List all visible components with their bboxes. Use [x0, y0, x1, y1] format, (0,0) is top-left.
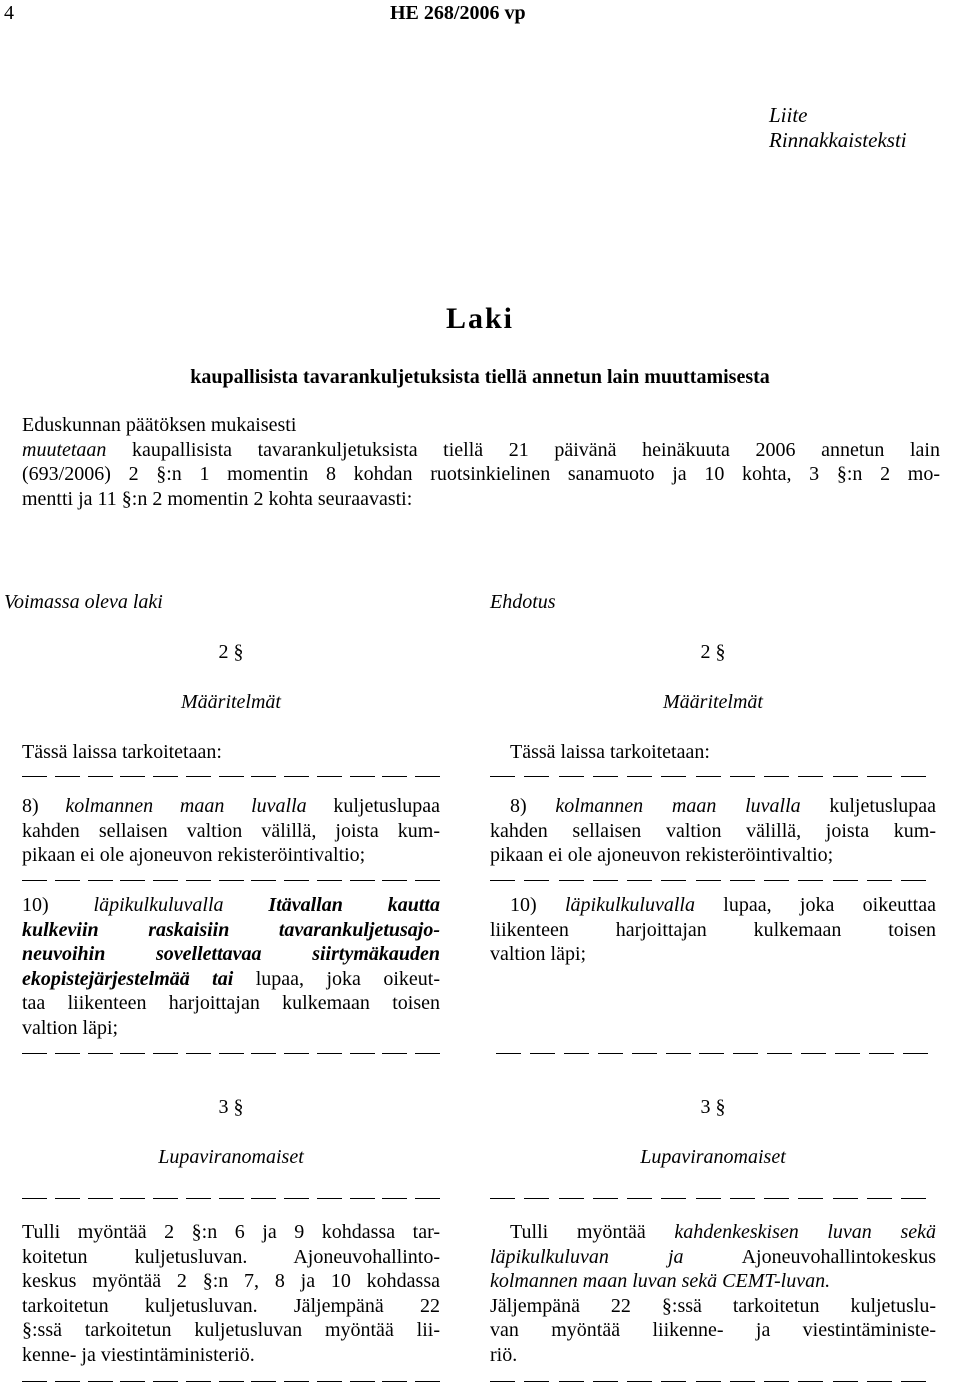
- left-item-10-line-4-bold: ekopistejärjestelmää tai: [22, 967, 234, 990]
- left-item-8-line-2: kahden sellaisen valtion välillä, joista kum-: [22, 819, 440, 842]
- right-section-3-line-1-plain: Tulli myöntää: [510, 1221, 675, 1243]
- right-omission-dashes-3: [496, 1053, 928, 1055]
- left-omission-dashes-3: [22, 1053, 440, 1055]
- attachment-line-2: Rinnakkaisteksti: [769, 128, 907, 152]
- right-section-2-lead: Tässä laissa tarkoitetaan:: [510, 741, 710, 763]
- right-section-3-line-1-italic: kahdenkeskisen luvan sekä: [674, 1221, 936, 1243]
- intro-italic-word: muutetaan: [22, 438, 107, 461]
- right-omission-dashes-4: [490, 1198, 926, 1200]
- left-item-10-line-1-added: Itävallan kautta: [223, 894, 440, 916]
- right-section-3-text: [490, 1220, 936, 1367]
- left-item-8: [22, 794, 440, 868]
- left-item-10-line-1: [22, 893, 440, 918]
- left-section-3-line-5: §:ssä tarkoitetun kuljetusluvan myöntää lii-: [22, 1319, 440, 1341]
- left-section-2-number: 2 §: [218, 641, 244, 663]
- right-section-3-line-6: riö.: [490, 1343, 518, 1366]
- left-column-heading: Voimassa oleva laki: [4, 591, 163, 613]
- attachment-label: [769, 103, 907, 153]
- right-section-3-line-5: van myöntää liikenne- ja viestintäministe-: [490, 1319, 936, 1341]
- law-subtitle: kaupallisista tavarankuljetuksista tiellä annetun lain muuttamisesta: [190, 366, 770, 388]
- left-section-3-line-6: kenne- ja viestintäministeriö.: [22, 1343, 255, 1366]
- right-section-3-line-2: [490, 1245, 936, 1270]
- left-section-3-line-2: koitetun kuljetusluvan. Ajoneuvohallinto-: [22, 1245, 440, 1268]
- right-item-10-term: läpikulkuluvalla: [564, 894, 695, 916]
- left-item-10-line-2: kulkeviin raskaisiin tavarankuljetusajo-: [22, 918, 440, 941]
- right-section-3-number: 3 §: [700, 1096, 726, 1118]
- right-section-3-line-3: kolmannen maan luvan sekä CEMT-luvan.: [490, 1270, 831, 1292]
- document-reference: HE 268/2006 vp: [390, 2, 526, 24]
- left-item-10-line-4-rest: lupaa, joka oikeut-: [233, 967, 440, 990]
- left-item-8-line-3: pikaan ei ole ajoneuvon rekisteröintivaltio;: [22, 844, 366, 866]
- right-column-heading: Ehdotus: [490, 591, 556, 613]
- left-item-10-line-5: taa liikenteen harjoittajan kulkemaan toisen: [22, 992, 440, 1014]
- right-item-8-line-3: pikaan ei ole ajoneuvon rekisteröintivaltio;: [490, 844, 834, 866]
- right-section-3-title: Lupaviranomaiset: [640, 1146, 786, 1168]
- left-section-3-number: 3 §: [218, 1096, 244, 1118]
- right-item-8-line-1: [490, 794, 936, 819]
- left-item-10: [22, 893, 440, 1040]
- right-item-8-line-2: kahden sellaisen valtion välillä, joista kum-: [490, 819, 936, 842]
- left-section-3-title: Lupaviranomaiset: [158, 1146, 304, 1168]
- left-item-10-line-6: valtion läpi;: [22, 1016, 119, 1039]
- right-item-10-line-3: valtion läpi;: [490, 943, 587, 965]
- right-item-8-num: 8): [510, 795, 556, 817]
- intro-line-4: mentti ja 11 §:n 2 momentin 2 kohta seuraavasti:: [22, 487, 413, 510]
- left-item-10-num: 10): [22, 894, 94, 916]
- left-section-3-line-1: Tulli myöntää 2 §:n 6 ja 9 kohdassa tar-: [22, 1221, 440, 1243]
- right-omission-dashes-1: [490, 776, 926, 778]
- intro-line-2-rest: kaupallisista tavarankuljetuksista tiellä 21 päivänä heinäkuuta 2006 annetun lain: [106, 438, 940, 461]
- law-title: Laki: [445, 302, 515, 335]
- right-section-3-line-4: Jäljempänä 22 §:ssä tarkoitetun kuljetuslu-: [490, 1294, 936, 1317]
- left-omission-dashes-2: [22, 880, 440, 882]
- left-section-2-title: Määritelmät: [181, 691, 281, 713]
- right-item-8-term: kolmannen maan luvalla: [555, 795, 801, 817]
- right-item-10-line-1: [490, 893, 936, 918]
- right-section-2-title: Määritelmät: [663, 691, 763, 713]
- left-section-2-lead: Tässä laissa tarkoitetaan:: [22, 741, 222, 763]
- right-item-8-line-1-rest: kuljetuslupaa: [800, 795, 936, 817]
- left-section-3-line-4: tarkoitetun kuljetusluvan. Jäljempänä 22: [22, 1294, 440, 1317]
- intro-line-2: [22, 438, 940, 463]
- right-item-10: [490, 893, 936, 967]
- right-section-3-line-2-rest: Ajoneuvohallintokeskus: [683, 1245, 936, 1268]
- left-item-8-num: 8): [22, 795, 66, 817]
- left-item-8-line-1-rest: kuljetuslupaa: [306, 795, 440, 817]
- right-section-2-number: 2 §: [700, 641, 726, 663]
- left-omission-dashes-5: [22, 1381, 440, 1383]
- right-item-10-num: 10): [510, 894, 565, 916]
- left-item-10-term: läpikulkuluvalla: [93, 894, 224, 916]
- intro-line-1: Eduskunnan päätöksen mukaisesti: [22, 414, 297, 436]
- left-section-3-line-3: keskus myöntää 2 §:n 7, 8 ja 10 kohdassa: [22, 1270, 440, 1292]
- law-intro: [22, 413, 940, 511]
- left-item-8-line-1: [22, 794, 440, 819]
- attachment-line-1: Liite: [769, 103, 808, 127]
- left-item-10-line-3: neuvoihin sovellettavaa siirtymäkauden: [22, 943, 440, 965]
- right-omission-dashes-5: [490, 1381, 926, 1383]
- left-omission-dashes-4: [22, 1198, 440, 1200]
- left-item-8-term: kolmannen maan luvalla: [65, 795, 307, 817]
- right-item-8: [490, 794, 936, 868]
- right-section-3-line-2-italic: läpikulkuluvan ja: [490, 1245, 684, 1268]
- right-item-10-line-2: liikenteen harjoittajan kulkemaan toisen: [490, 918, 936, 941]
- left-section-3-text: [22, 1220, 440, 1367]
- right-section-3-line-1: [490, 1220, 936, 1245]
- right-item-10-line-1-rest: lupaa, joka oikeuttaa: [694, 894, 936, 916]
- page-number: 4: [4, 2, 14, 24]
- left-item-10-line-4: [22, 967, 440, 992]
- intro-line-3: (693/2006) 2 §:n 1 momentin 8 kohdan ruotsinkielinen sanamuoto ja 10 kohta, 3 §:n 2 mo-: [22, 463, 940, 485]
- left-omission-dashes-1: [22, 776, 440, 778]
- right-omission-dashes-2: [490, 880, 926, 882]
